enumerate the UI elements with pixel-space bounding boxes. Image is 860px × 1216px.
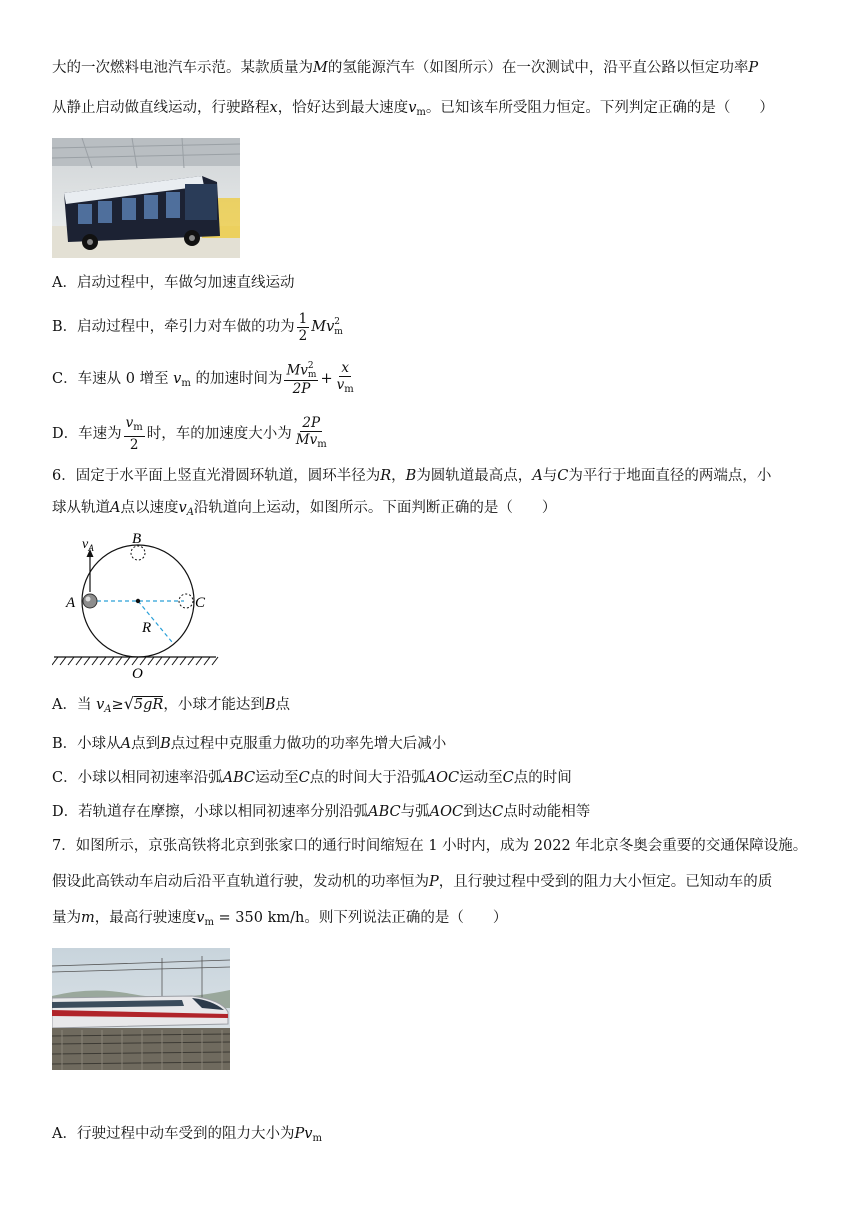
q7-stem-line-2: 假设此高铁动车启动后沿平直轨道行驶，发动机的功率恒为P，且行驶过程中受到的阻力大小恒定。已知动车的质	[52, 874, 773, 890]
q7-stem-line-1: 7．如图所示，京张高铁将北京到张家口的通行时间缩短在 1 小时内，成为 2022 年北京冬奥会重要的交通保障设施。	[52, 838, 808, 854]
intro-line-1: 大的一次燃料电池汽车示范。某款质量为M的氢能源汽车（如图所示）在一次测试中，沿平直公路以恒定功率P	[52, 60, 759, 76]
label-R: R	[142, 620, 152, 636]
label-A: A	[66, 595, 76, 611]
fraction-one-half: $\frac{1}{2}$	[298, 310, 308, 344]
label-C: C	[195, 595, 206, 611]
label-O: O	[132, 666, 143, 680]
train-photo	[52, 948, 230, 1070]
label-B: B	[132, 531, 142, 547]
label-vA: $v_A$	[82, 537, 94, 553]
q6-option-c[interactable]: C．小球以相同初速率沿弧ABC运动至C点的时间大于沿弧AOC运动至C点的时间	[52, 770, 572, 786]
q5-option-c[interactable]: C．车速从 0 增至 $v_m$ 的加速时间为 Mv 2 m 2P + $\frac{x}{v_m}$	[52, 360, 354, 397]
circular-track-diagram	[52, 528, 222, 680]
q7-stem-line-3: 量为m，最高行驶速度$v_m = 350$ km/h。则下列说法正确的是（ ）	[52, 910, 508, 928]
q5-option-b[interactable]: B．启动过程中，牵引力对车做的功为 $\frac{1}{2}$ Mv 2 m	[52, 310, 343, 344]
q6-stem-line-2: 球从轨道A点以速度$v_A$沿轨道向上运动，如图所示。下面判断正确的是（ ）	[52, 500, 557, 518]
q6-stem-line-1: 6．固定于水平面上竖直光滑圆环轨道，圆环半径为R，B为圆轨道最高点，A与C为平行于地面直径的两端点，小	[52, 468, 772, 484]
q5-option-a[interactable]: A．启动过程中，车做匀加速直线运动	[52, 275, 295, 291]
intro-line-2: 从静止启动做直线运动，行驶路程x，恰好达到最大速度$v_m$。已知该车所受阻力恒定。下列判定正确的是（ ）	[52, 100, 774, 118]
q7-option-a[interactable]: A．行驶过程中动车受到的阻力大小为$Pv_m$	[52, 1126, 322, 1144]
q5-option-d[interactable]: D．车速为 $\frac{v_m}{2}$ 时，车的加速度大小为 $\frac{2P}{Mv_m}$	[52, 415, 327, 453]
q6-option-b[interactable]: B．小球从A点到B点过程中克服重力做功的功率先增大后减小	[52, 736, 447, 752]
bus-photo	[52, 138, 240, 258]
q6-option-d[interactable]: D．若轨道存在摩擦，小球以相同初速率分别沿弧ABC与弧AOC到达C点时动能相等	[52, 804, 591, 820]
q6-option-a[interactable]: A．当 $v_A\ge√5gR$，小球才能达到B点	[52, 694, 290, 715]
